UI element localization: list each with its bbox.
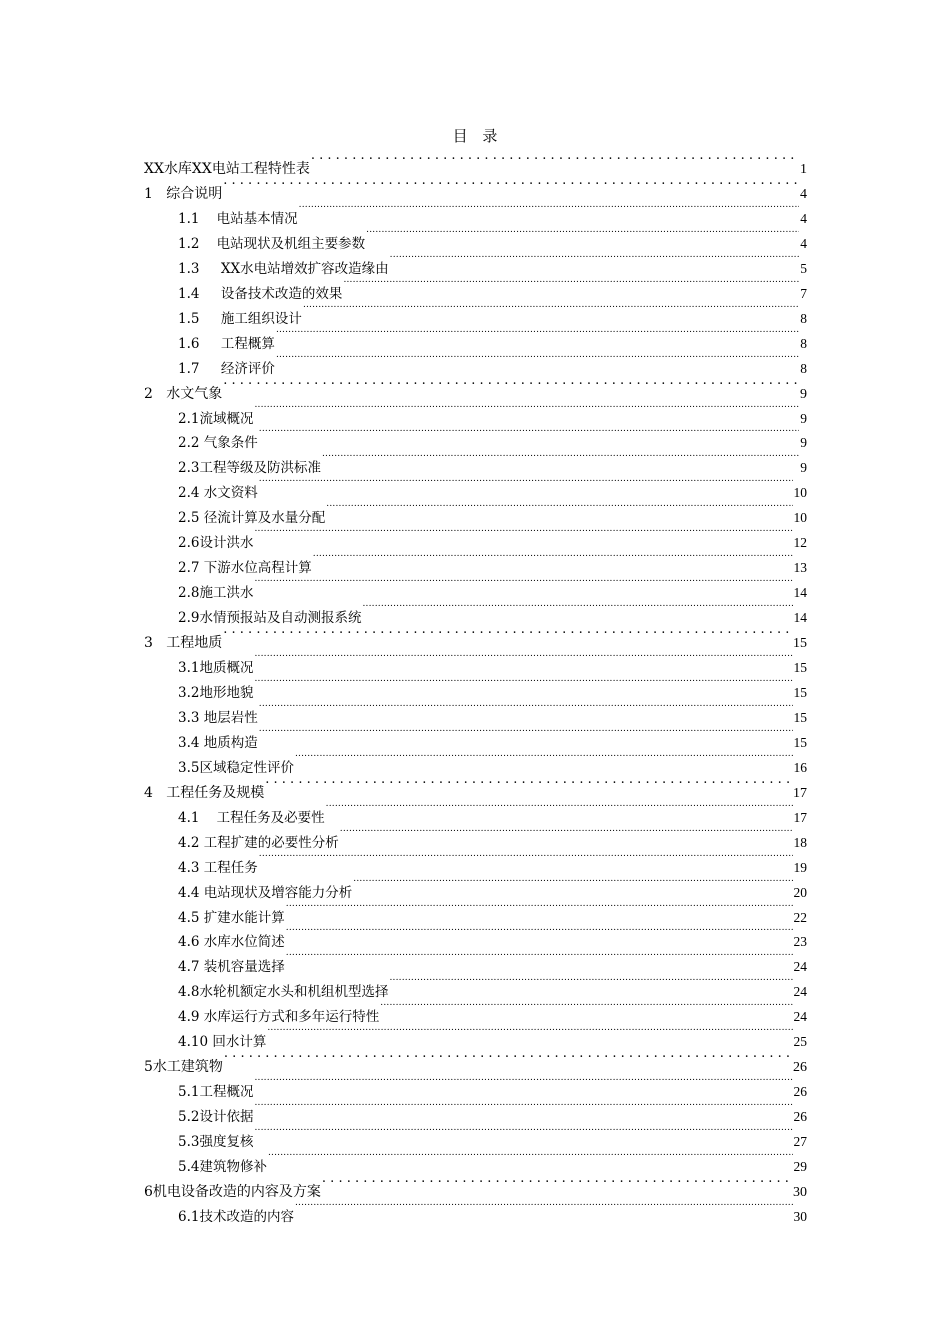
toc-entry-title: 4.4 电站现状及增容能力分析 [178, 884, 353, 901]
toc-entry-page-number: 16 [793, 759, 807, 775]
toc-entry[interactable] [178, 497, 807, 527]
toc-entry-page-number: 9 [800, 386, 807, 402]
toc-dot-leader [259, 697, 793, 722]
toc-entry-page-number: 9 [800, 410, 807, 426]
toc-dot-leader [276, 323, 799, 348]
toc-dot-leader [311, 148, 799, 173]
toc-entry-title: 3.1地质概况 [178, 660, 254, 676]
toc-dot-leader [326, 497, 792, 522]
toc-entry-page-number: 23 [793, 934, 807, 950]
toc-entry[interactable] [178, 1146, 807, 1175]
toc-dot-leader [303, 298, 799, 323]
toc-entry-page-number: 4 [800, 186, 807, 202]
toc-entry-page-number: 4 [800, 235, 807, 251]
toc-entry[interactable] [178, 672, 807, 701]
toc-entry-page-number: 17 [793, 785, 807, 801]
toc-entry-title: 2.2 气象条件 [178, 435, 258, 452]
toc-dot-leader [254, 1071, 792, 1096]
toc-entry[interactable] [144, 173, 807, 202]
toc-dot-leader [362, 597, 792, 622]
toc-dot-leader [276, 348, 799, 373]
toc-entry-title: 4.10 回水计算 [178, 1034, 267, 1051]
toc-entry[interactable] [178, 722, 807, 751]
toc-dot-leader [366, 223, 799, 248]
toc-entry-page-number: 4 [800, 210, 807, 226]
toc-entry[interactable] [178, 996, 807, 1026]
toc-entry-page-number: 10 [793, 485, 807, 501]
toc-dot-leader [259, 422, 799, 447]
toc-dot-leader [254, 572, 792, 597]
toc-entry-page-number: 24 [793, 1009, 807, 1025]
toc-entry[interactable] [178, 1196, 807, 1225]
toc-entry-title: 1.2 电站现状及机组主要参数 [178, 235, 366, 252]
toc-entry-title: 6机电设备改造的内容及方案 [144, 1183, 321, 1200]
toc-entry-page-number: 18 [793, 834, 807, 850]
toc-entry[interactable] [144, 148, 807, 177]
toc-entry-title: 4.2 工程扩建的必要性分析 [178, 834, 339, 851]
toc-dot-leader [343, 273, 799, 298]
toc-entry-page-number: 8 [800, 310, 807, 326]
toc-entry-title: 6.1技术改造的内容 [178, 1208, 294, 1225]
toc-entry-page-number: 20 [793, 884, 807, 900]
toc-dot-leader [286, 897, 793, 922]
toc-entry[interactable] [144, 1171, 807, 1200]
toc-entry-page-number: 25 [793, 1034, 807, 1050]
toc-dot-leader [259, 847, 793, 872]
toc-dot-leader [322, 1171, 792, 1196]
toc-entry-title: 2.3工程等级及防洪标准 [178, 460, 321, 477]
toc-entry-title: 4.7 装机容量选择 [178, 959, 285, 976]
toc-entry-title: 1.1 电站基本情况 [178, 210, 298, 227]
toc-entry-page-number: 1 [800, 162, 807, 177]
toc-entry[interactable] [178, 747, 807, 776]
toc-entry[interactable] [178, 897, 807, 926]
toc-entry-page-number: 26 [793, 1109, 807, 1125]
toc-entry-page-number: 13 [793, 560, 807, 576]
toc-entry-page-number: 12 [793, 535, 807, 551]
toc-entry-page-number: 15 [793, 709, 807, 725]
toc-entry[interactable] [178, 223, 807, 252]
toc-entry-title: 3 工程地质 [144, 635, 223, 652]
toc-dot-leader [389, 971, 792, 996]
toc-entry-title: 2.4 水文资料 [178, 485, 258, 502]
toc-dot-leader [254, 398, 799, 423]
toc-entry-title: 2.5 径流计算及水量分配 [178, 510, 326, 527]
toc-dot-leader [265, 772, 792, 797]
toc-entry[interactable] [178, 447, 807, 477]
page-title: 目 录 [452, 127, 498, 145]
toc-entry-title: 1.7 经济评价 [178, 360, 275, 377]
toc-entry-title: 3.3 地层岩性 [178, 709, 258, 726]
toc-dot-leader [259, 472, 793, 497]
toc-entry[interactable] [178, 847, 807, 876]
toc-entry[interactable] [178, 348, 807, 377]
toc-entry-title: 4.9 水库运行方式和多年运行特性 [178, 1009, 380, 1026]
toc-entry-page-number: 9 [800, 435, 807, 451]
toc-entry[interactable] [178, 946, 807, 976]
toc-entry-page-number: 29 [793, 1159, 807, 1174]
toc-entry-title: 2.6设计洪水 [178, 535, 254, 552]
toc-entry-title: 5水工建筑物 [144, 1059, 223, 1076]
toc-entry-title: 5.2设计依据 [178, 1109, 254, 1126]
toc-entry-title: 2 水文气象 [144, 385, 223, 402]
toc-entry[interactable] [178, 971, 807, 1001]
toc-dot-leader [254, 647, 792, 672]
toc-entry-title: 1.3 XX水电站增效扩容改造缘由 [178, 260, 389, 277]
toc-entry-title: 4.5 扩建水能计算 [178, 909, 285, 926]
toc-entry-page-number: 30 [793, 1184, 807, 1200]
toc-entry[interactable] [178, 1021, 807, 1051]
toc-dot-leader [299, 198, 800, 223]
toc-entry-title: 4 工程任务及规模 [144, 784, 265, 801]
toc-entry[interactable] [178, 422, 807, 452]
toc-entry-page-number: 8 [800, 360, 807, 376]
toc-dot-leader [254, 672, 792, 697]
toc-entry-title: 1.6 工程概算 [178, 335, 275, 352]
toc-entry[interactable] [178, 822, 807, 851]
toc-entry-page-number: 10 [793, 510, 807, 526]
toc-entry-page-number: 5 [800, 260, 807, 276]
toc-entry-page-number: 17 [793, 809, 807, 825]
toc-dot-leader [254, 1121, 792, 1146]
toc-dot-leader [223, 373, 799, 398]
toc-entry[interactable] [178, 697, 807, 726]
toc-entry[interactable] [144, 622, 807, 652]
toc-entry-page-number: 19 [793, 859, 807, 875]
toc-dot-leader [224, 1046, 792, 1071]
toc-entry[interactable] [178, 1096, 807, 1126]
toc-dot-leader [390, 248, 800, 273]
toc-dot-leader [353, 872, 792, 897]
toc-entry-title: 2.8施工洪水 [178, 585, 254, 602]
toc-dot-leader [286, 921, 793, 946]
toc-entry-page-number: 9 [800, 460, 807, 476]
toc-entry[interactable] [178, 647, 807, 676]
toc-entry[interactable] [178, 547, 807, 577]
toc-entry-page-number: 14 [793, 610, 807, 626]
toc-entry-title: 3.2地形地貌 [178, 684, 254, 701]
toc-entry-title: 4.6 水库水位简述 [178, 934, 285, 951]
toc-entry[interactable] [178, 248, 807, 277]
toc-entry-page-number: 7 [800, 285, 807, 301]
toc-dot-leader [267, 1021, 792, 1046]
toc-entry-title: 2.1流域概况 [178, 410, 254, 427]
toc-entry-title: 1 综合说明 [144, 185, 223, 202]
toc-entry[interactable] [178, 472, 807, 502]
toc-entry-page-number: 8 [800, 335, 807, 351]
toc-dot-leader [268, 1146, 793, 1171]
toc-entry-page-number: 15 [793, 684, 807, 700]
toc-dot-leader [259, 722, 793, 747]
toc-dot-leader [340, 822, 793, 847]
toc-entry[interactable] [144, 772, 807, 801]
toc-entry[interactable] [144, 1046, 807, 1076]
toc-entry-page-number: 30 [793, 1208, 807, 1224]
toc-dot-leader [313, 547, 793, 572]
toc-entry[interactable] [178, 797, 807, 826]
toc-entry-page-number: 14 [793, 585, 807, 601]
toc-entry-title: 3.4 地质构造 [178, 734, 258, 751]
toc-dot-leader [254, 1096, 792, 1121]
toc-entry-page-number: 22 [793, 909, 807, 925]
toc-entry-title: 2.7 下游水位高程计算 [178, 560, 312, 577]
toc-entry[interactable] [178, 273, 807, 302]
toc-dot-leader [223, 173, 799, 198]
toc-entry-title: 2.9水情预报站及自动测报系统 [178, 610, 362, 627]
toc-entry-title: 4.1 工程任务及必要性 [178, 809, 325, 826]
toc-entry-title: 4.8水轮机额定水头和机组机型选择 [178, 984, 389, 1001]
toc-entry-title: 4.3 工程任务 [178, 859, 258, 876]
toc-dot-leader [380, 996, 792, 1021]
toc-entry[interactable] [178, 1071, 807, 1101]
toc-entry[interactable] [178, 522, 807, 552]
toc-entry[interactable] [144, 373, 807, 402]
toc-entry-page-number: 26 [793, 1060, 807, 1076]
toc-dot-leader [295, 1196, 793, 1221]
toc-entry-title: 5.3强度复核 [178, 1134, 254, 1151]
toc-dot-leader [254, 522, 792, 547]
toc-dot-leader [322, 447, 799, 472]
toc-entry[interactable] [178, 323, 807, 352]
toc-entry-page-number: 27 [793, 1134, 807, 1150]
toc-entry-page-number: 15 [793, 660, 807, 675]
toc-entry-title: XX水库XX电站工程特性表 [144, 161, 310, 177]
toc-entry[interactable] [178, 572, 807, 602]
toc-entry-page-number: 15 [793, 636, 807, 652]
toc-entry[interactable] [178, 921, 807, 951]
toc-entry[interactable] [178, 198, 807, 227]
toc-entry-title: 5.1工程概况 [178, 1084, 254, 1101]
toc-entry[interactable] [178, 298, 807, 327]
toc-entry-title: 1.4 设备技术改造的效果 [178, 285, 343, 302]
toc-entry[interactable] [178, 1121, 807, 1151]
toc-dot-leader [223, 622, 792, 647]
toc-entry-page-number: 26 [793, 1084, 807, 1100]
toc-entry-page-number: 15 [793, 734, 807, 750]
toc-entry[interactable] [178, 597, 807, 627]
toc-entry[interactable] [178, 398, 807, 427]
toc-dot-leader [326, 797, 793, 822]
toc-entry-title: 3.5区域稳定性评价 [178, 759, 294, 776]
toc-entry-page-number: 24 [793, 984, 807, 1000]
toc-entry-page-number: 24 [793, 959, 807, 975]
toc-entry-title: 5.4建筑物修补 [178, 1159, 267, 1175]
toc-dot-leader [295, 747, 793, 772]
toc-entry-title: 1.5 施工组织设计 [178, 310, 302, 327]
toc-entry[interactable] [178, 872, 807, 901]
toc-dot-leader [286, 946, 793, 971]
